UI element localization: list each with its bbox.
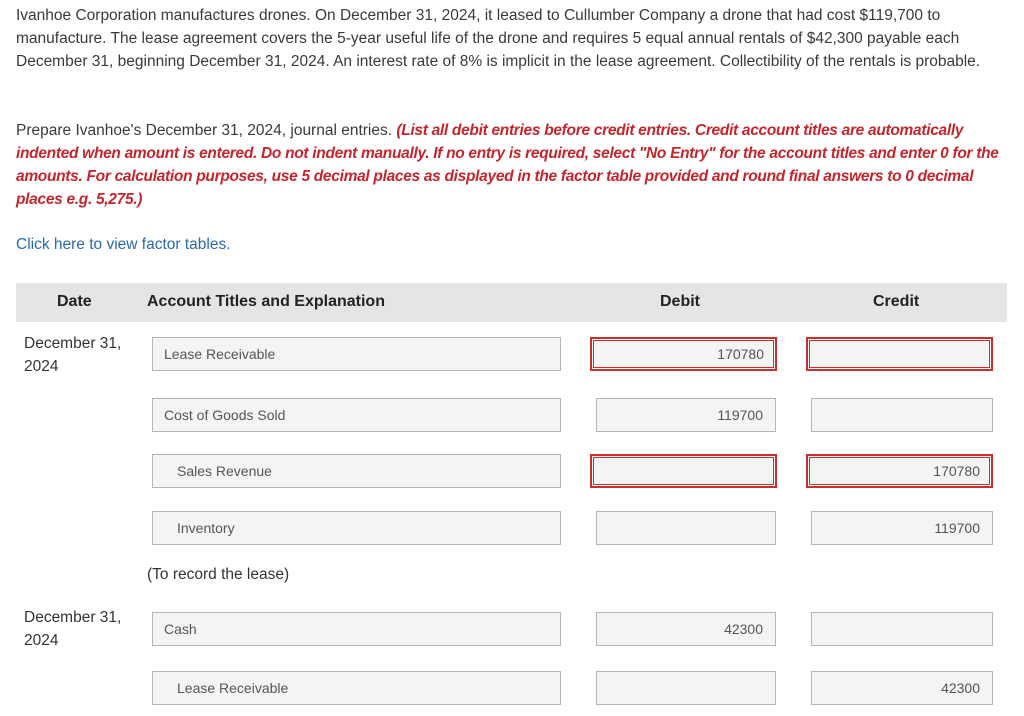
- journal-table-header: [16, 283, 1007, 322]
- credit-amount-field[interactable]: 42300: [811, 671, 993, 705]
- credit-amount-field[interactable]: [806, 337, 993, 371]
- debit-column-header: Debit: [660, 293, 700, 310]
- credit-amount-field[interactable]: 119700: [811, 511, 993, 545]
- credit-amount-field[interactable]: [811, 398, 993, 432]
- account-title-field[interactable]: Inventory: [152, 511, 561, 545]
- account-title-field[interactable]: Cash: [152, 612, 561, 646]
- instructions: [16, 119, 1006, 211]
- credit-column-header: Credit: [873, 293, 920, 310]
- entry-date-line1: December 31,: [24, 335, 122, 352]
- debit-amount-field[interactable]: 119700: [596, 398, 776, 432]
- entry-date-line2: 2024: [24, 358, 59, 375]
- account-title-field[interactable]: Lease Receivable: [152, 671, 561, 705]
- entry-date: [24, 332, 121, 378]
- account-title-field[interactable]: Cost of Goods Sold: [152, 398, 561, 432]
- account-title-field[interactable]: Lease Receivable: [152, 337, 561, 371]
- debit-amount-field[interactable]: 170780: [590, 337, 777, 371]
- entry-date-line1: December 31,: [24, 609, 122, 626]
- date-column-header: Date: [57, 293, 92, 310]
- entry-memo: (To record the lease): [147, 566, 290, 583]
- problem-statement: Ivanhoe Corporation manufactures drones. On December 31, 2024, it leased to Cullumber Company a drone that had cost $119,700 to manufacture. The lease agreement covers the 5-year useful life of the drone and requires 5 equal annual rentals of $42,300 payable each December 31, beginning December 31, 2024. An interest rate of 8% is implicit in the lease agreement. Collectibility of the rentals is probable.: [16, 7, 981, 70]
- entry-date-line2: 2024: [24, 632, 59, 649]
- debit-amount-field[interactable]: [590, 454, 777, 488]
- instructions-text: Prepare Ivanhoe's December 31, 2024, journal entries.: [16, 122, 397, 139]
- debit-amount-field[interactable]: [596, 671, 776, 705]
- debit-amount-field[interactable]: [596, 511, 776, 545]
- account-column-header: Account Titles and Explanation: [147, 293, 385, 310]
- credit-amount-field[interactable]: 170780: [806, 454, 993, 488]
- factor-tables-link[interactable]: Click here to view factor tables.: [16, 236, 231, 253]
- account-title-field[interactable]: Sales Revenue: [152, 454, 561, 488]
- debit-amount-field[interactable]: 42300: [596, 612, 776, 646]
- entry-date: [24, 606, 121, 652]
- instructions-emphasis: (List all debit entries before credit entries. Credit account titles are automatically indented when amount is entered. Do not indent manually. If no entry is required, select "No Entry" for the account titles and enter 0 for the amounts. For calculation purposes, use 5 decimal places as displayed in the factor table provided and round final answers to 0 decimal places e.g. 5,275.): [16, 122, 999, 208]
- credit-amount-field[interactable]: [811, 612, 993, 646]
